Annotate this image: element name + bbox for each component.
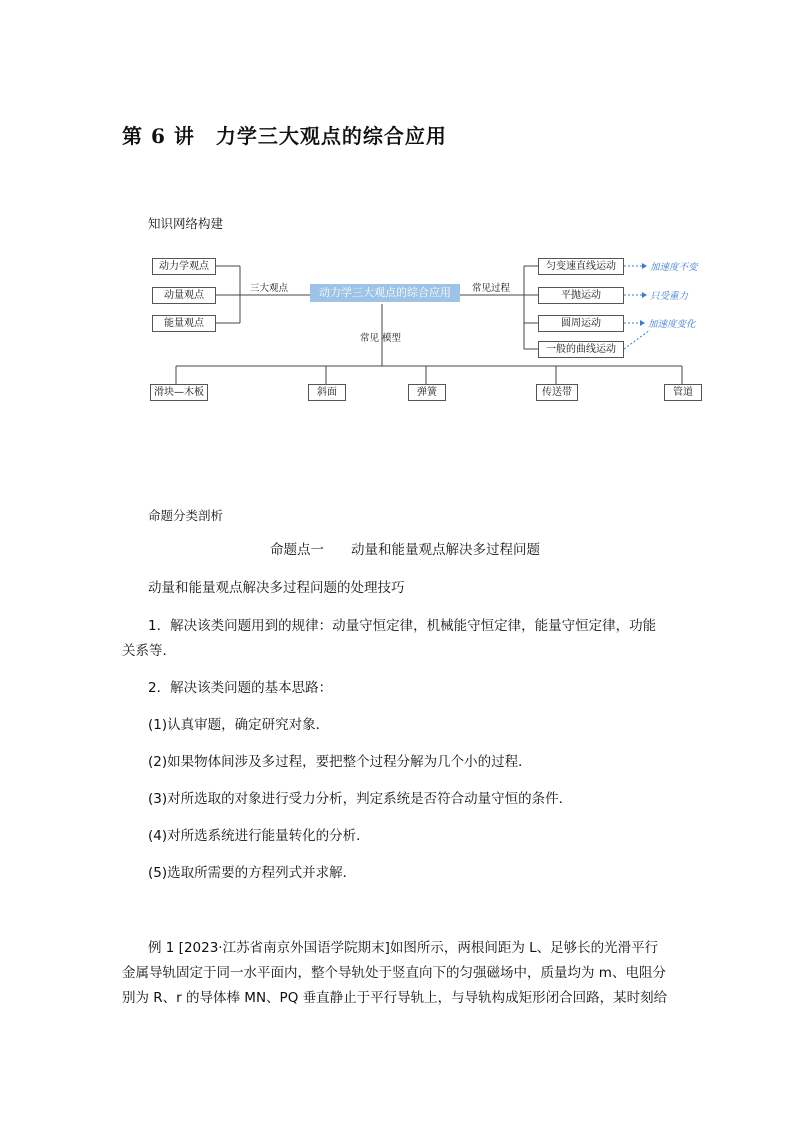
topic-heading: 命题点一 动量和能量观点解决多过程问题	[270, 542, 540, 558]
model-pipe: 管道	[664, 384, 702, 401]
example-line-3: 别为 R、r 的导体棒 MN、PQ 垂直静止于平行导轨上，与导轨构成矩形闭合回路，某时刻给	[122, 990, 668, 1006]
step-3: (3)对所选取的对象进行受力分析，判定系统是否符合动量守恒的条件．	[148, 791, 573, 807]
paragraph-1-line-2: 关系等．	[122, 643, 176, 659]
model-block-board: 滑块—木板	[150, 384, 208, 401]
center-topic: 动力学三大观点的综合应用	[310, 284, 460, 302]
subheading: 动量和能量观点解决多过程问题的处理技巧	[148, 580, 405, 596]
example-line-1: 例 1 [2023·江苏省南京外国语学院期末]如图所示，两根间距为 L、足够长的光滑平行	[148, 940, 659, 956]
label-common-process: 常见过程	[472, 283, 511, 294]
page-title: 第 6 讲 力学三大观点的综合应用	[122, 124, 447, 148]
section-knowledge-network: 知识网络构建	[148, 216, 224, 231]
process-uniform-acceleration: 匀变速直线运动	[538, 258, 624, 275]
step-5: (5)选取所需要的方程列式并求解．	[148, 865, 357, 881]
label-three-viewpoints: 三大观点	[250, 283, 289, 294]
process-projectile: 平抛运动	[538, 287, 624, 304]
paragraph-1-line-1: 1．解决该类问题用到的规律：动量守恒定律，机械能守恒定律，能量守恒定律，功能	[148, 618, 657, 634]
note-gravity-only: 只受重力	[650, 291, 689, 302]
label-common-model: 常见 模型	[360, 333, 402, 344]
process-circular: 圆周运动	[538, 315, 624, 332]
model-spring: 弹簧	[408, 384, 446, 401]
model-conveyor: 传送带	[536, 384, 578, 401]
step-1: (1)认真审题，确定研究对象．	[148, 717, 330, 733]
viewpoint-momentum: 动量观点	[152, 287, 216, 304]
process-general-curve: 一般的曲线运动	[538, 341, 624, 358]
note-varying-acceleration: 加速度变化	[648, 319, 696, 330]
step-2: (2)如果物体间涉及多过程，要把整个过程分解为几个小的过程．	[148, 754, 532, 770]
section-analysis: 命题分类剖析	[148, 508, 224, 523]
paragraph-2: 2．解决该类问题的基本思路：	[148, 680, 333, 696]
example-line-2: 金属导轨固定于同一水平面内，整个导轨处于竖直向下的匀强磁场中，质量均为 m、电阻分	[122, 965, 666, 981]
note-constant-acceleration: 加速度不变	[650, 262, 698, 273]
viewpoint-energy: 能量观点	[152, 315, 216, 332]
step-4: (4)对所选系统进行能量转化的分析．	[148, 828, 370, 844]
knowledge-network-diagram	[140, 248, 710, 416]
viewpoint-dynamics: 动力学观点	[152, 258, 216, 275]
model-incline: 斜面	[308, 384, 346, 401]
